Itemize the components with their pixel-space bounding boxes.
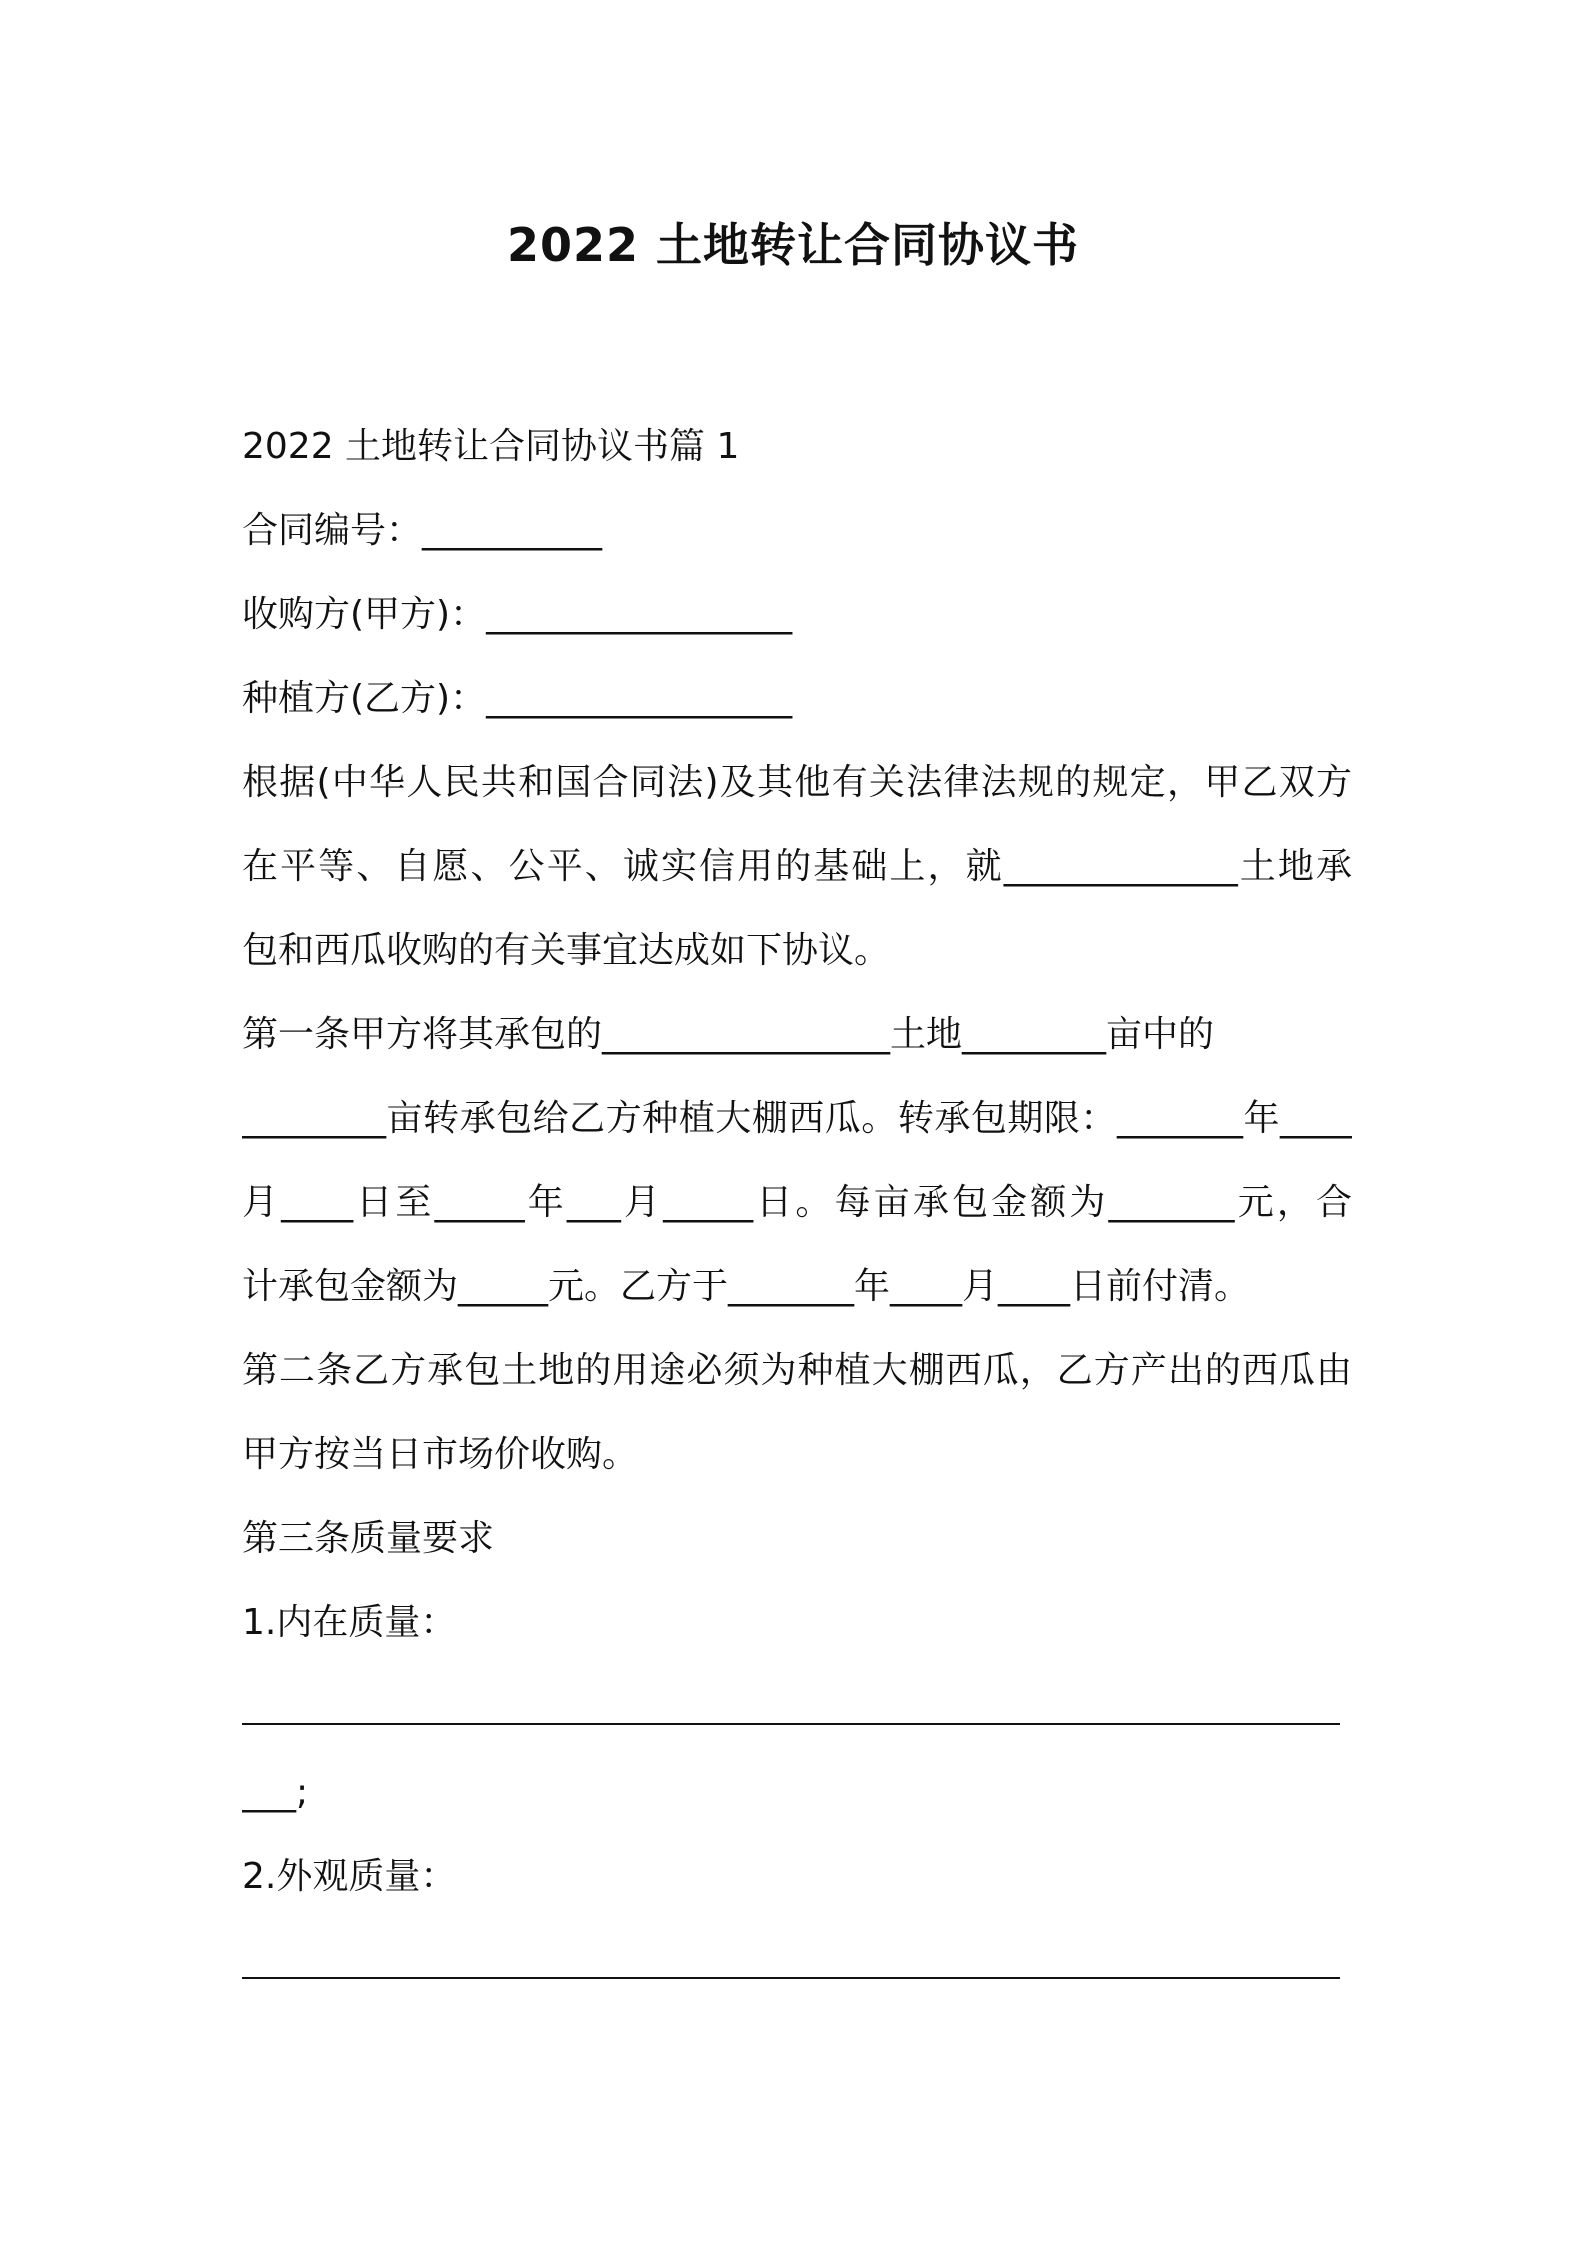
article-1-line-2: ________亩转承包给乙方种植大棚西瓜。转承包期限：_______年____	[242, 1098, 1352, 1139]
article-2-line-1: 第二条乙方承包土地的用途必须为种植大棚西瓜，乙方产出的西瓜由	[242, 1350, 1352, 1391]
internal-quality-blank-end: ___;	[242, 1772, 309, 1813]
document-body	[242, 405, 1352, 2005]
external-quality-blank	[242, 1939, 1340, 1979]
article-1-line-3: 月____日至_____年___月_____日。每亩承包金额为_______元，合	[242, 1182, 1352, 1223]
article-3-heading: 第三条质量要求	[242, 1518, 495, 1559]
internal-quality-blank	[242, 1685, 1340, 1725]
article-1-line-1: 第一条甲方将其承包的________________土地________亩中的	[242, 1014, 1215, 1055]
preamble-line-1: 根据(中华人民共和国合同法)及其他有关法律法规的规定，甲乙双方	[242, 762, 1352, 803]
party-b-line: 种植方(乙方)：_________________	[242, 678, 793, 719]
article-2-line-2: 甲方按当日市场价收购。	[242, 1434, 639, 1475]
preamble-line-3: 包和西瓜收购的有关事宜达成如下协议。	[242, 930, 891, 971]
preamble-line-2: 在平等、自愿、公平、诚实信用的基础上，就_____________土地承	[242, 846, 1352, 887]
contract-number-line: 合同编号：__________	[242, 510, 603, 551]
party-a-line: 收购方(甲方)：_________________	[242, 594, 793, 635]
internal-quality-label: 1.内在质量：	[242, 1602, 457, 1643]
article-1-line-4: 计承包金额为_____元。乙方于_______年____月____日前付清。	[242, 1266, 1251, 1307]
document-title: 2022 土地转让合同协议书	[506, 218, 1080, 272]
external-quality-label: 2.外观质量：	[242, 1856, 457, 1897]
section-heading: 2022 土地转让合同协议书篇 1	[242, 426, 740, 467]
